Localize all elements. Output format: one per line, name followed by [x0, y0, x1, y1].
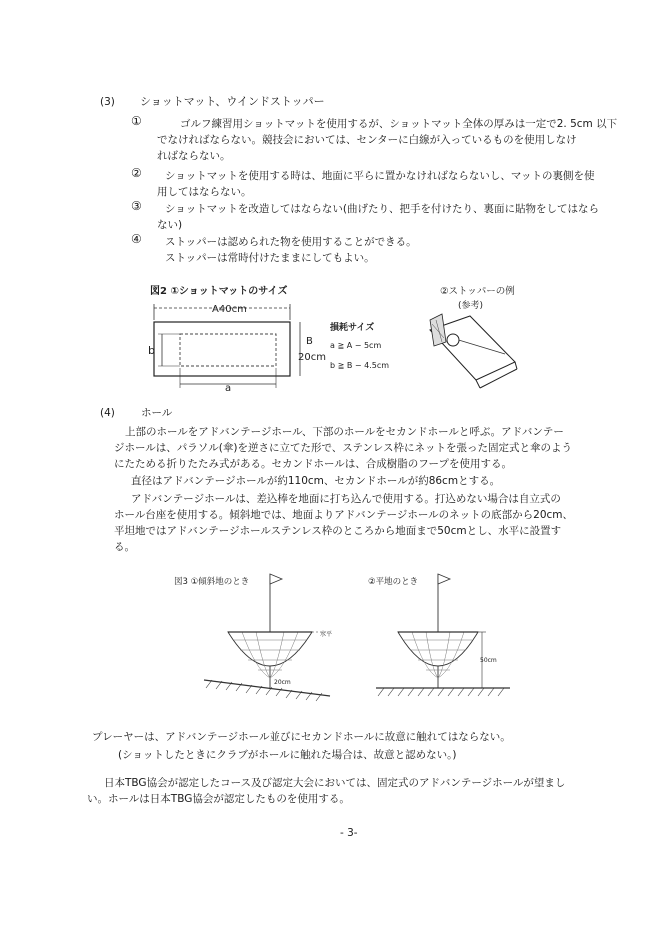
item-3-line-2: ない): [157, 219, 183, 231]
para-2-line-1: 直径はアドバンテージホールが約110cm、セカンドホールが約86cmとする。: [131, 475, 501, 487]
dim-small-a: a: [225, 383, 232, 394]
section-4-title: ホール: [141, 407, 173, 419]
para-1-line-3: にたためる折りたたみ式がある。セカンドホールは、合成樹脂のフープを使用する。: [114, 458, 512, 470]
para-3-line-1: アドバンテージホールは、差込棒を地面に打ち込んで使用する。打込めない場合は自立式の: [131, 493, 561, 505]
item-1-line-3: ればならない。: [157, 150, 231, 162]
wear-rule-1: a ≧ A − 5cm: [330, 341, 382, 350]
flat-hole-illustration: [376, 574, 510, 696]
para-3-line-2: ホール台座を使用する。傾斜地では、地面よりアドバンテージホールのネットの底部から20cm、: [114, 509, 574, 521]
rule-line-1: プレーヤーは、アドバンテージホール並びにセカンドホールに故意に触れてはならない。: [92, 731, 511, 743]
item-1-mark: ①: [131, 114, 142, 128]
label-level: 水平: [320, 631, 333, 638]
dim-b-side-2: 20cm: [298, 352, 326, 363]
label-50cm: 50cm: [480, 657, 497, 664]
item-3-mark: ③: [131, 199, 142, 213]
item-2-line-2: 用してはならない。: [157, 186, 252, 198]
slope-hole-illustration: [204, 574, 332, 701]
item-4-line-2: ストッパーは常時付けたままにしてもよい。: [165, 252, 375, 264]
dim-b-side-1: B: [306, 336, 313, 347]
shot-mat-inner: [180, 334, 276, 366]
item-1-line-2: でなければならない。競技会においては、センターに白線が入っているものを使用しなけ: [157, 134, 577, 146]
page-number: - 3-: [340, 827, 358, 839]
item-3-line-1: ショットマットを改造してはならない(曲げたり、把手を付けたり、裏面に貼物をしてはなら: [165, 203, 599, 215]
stopper-caption: ②ストッパーの例: [440, 286, 515, 297]
para-1-line-2: ジホールは、パラソル(傘)を逆さに立てた形で、ステンレス枠にネットを張った固定式と傘のよう: [114, 442, 572, 454]
figure-2-caption: 図2 ①ショットマットのサイズ: [150, 286, 288, 297]
section-3-title: ショットマット、ウインドストッパー: [140, 95, 325, 108]
section-3-number: (3): [100, 96, 115, 108]
stopper-illustration: [430, 314, 517, 388]
section-4-number: (4): [100, 407, 115, 419]
wear-rule-2: b ≧ B − 4.5cm: [330, 361, 390, 370]
figure-3-caption-2: ②平地のとき: [368, 577, 419, 587]
stopper-note: (参考): [458, 301, 484, 311]
figure-3-caption: 図3 ①傾斜地のとき: [174, 577, 250, 587]
dim-small-b: b: [148, 344, 155, 357]
figure-2: [140, 280, 620, 400]
item-4-line-1: ストッパーは認められた物を使用することができる。: [165, 236, 417, 248]
para-1-line-1: 上部のホールをアドバンテージホール、下部のホールをセカンドホールと呼ぶ。アドバンテー: [125, 426, 564, 438]
figure-3: [170, 570, 530, 710]
wear-size-title: 損耗サイズ: [330, 323, 375, 333]
para-3-line-3: 平坦地ではアドバンテージホールステンレス枠のところから地面まで50cmとし、水平に設置す: [114, 525, 562, 537]
label-20cm: 20cm: [274, 679, 291, 686]
rule-line-3: 日本TBG協会が認定したコース及び認定大会においては、固定式のアドバンテージホールが望まし: [104, 777, 566, 789]
rule-line-4: い。ホールは日本TBG協会が認定したものを使用する。: [87, 793, 350, 805]
item-4-mark: ④: [131, 232, 142, 246]
item-2-mark: ②: [131, 166, 142, 180]
rule-line-2: (ショットしたときにクラブがホールに触れた場合は、故意と認めない。): [118, 749, 457, 761]
dim-a-top: A40cm: [212, 304, 247, 315]
item-1-line-1: ゴルフ練習用ショットマットを使用するが、ショットマット全体の厚みは一定で2. 5cm 以下: [180, 118, 618, 130]
shot-mat-outer: [154, 322, 290, 376]
para-3-line-4: る。: [114, 541, 135, 553]
item-2-line-1: ショットマットを使用する時は、地面に平らに置かなければならないし、マットの裏側を使: [165, 170, 595, 182]
